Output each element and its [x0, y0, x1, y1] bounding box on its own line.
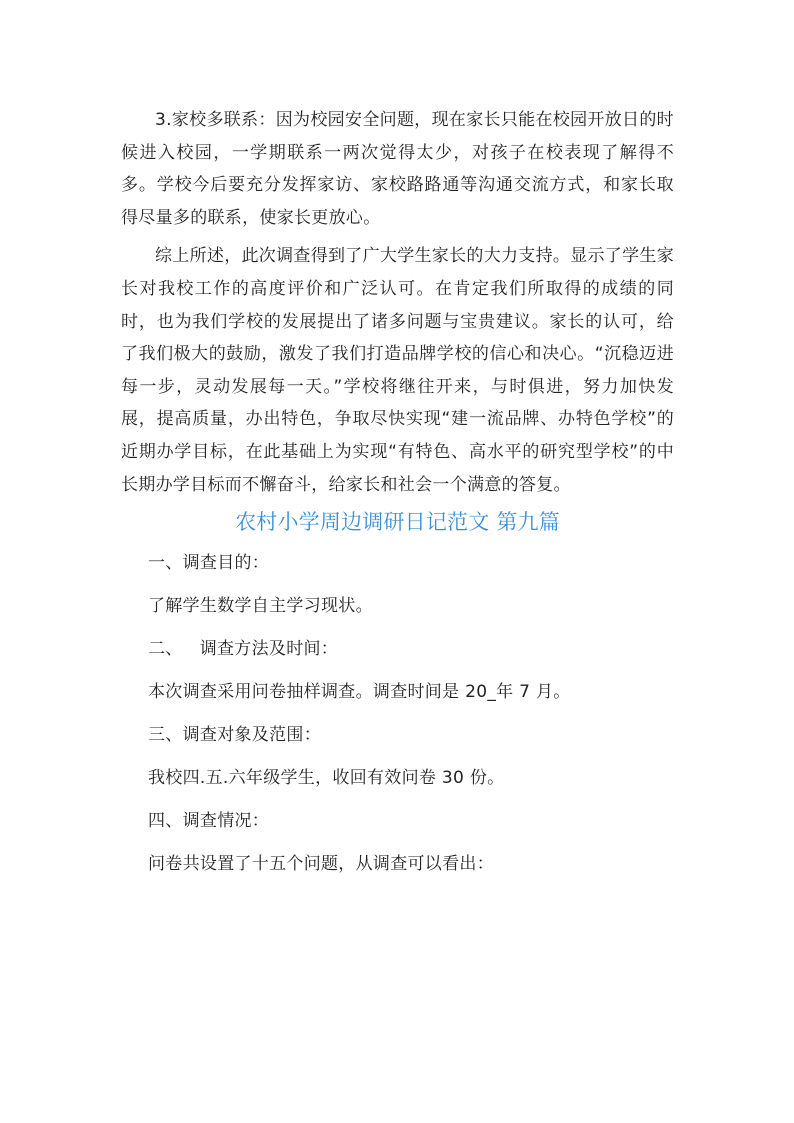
section-title: 农村小学周边调研日记范文 第九篇	[235, 510, 560, 535]
document-body	[121, 104, 674, 891]
text-survey-method: 本次调查采用问卷抽样调查。调查时间是 20_年 7 月。	[148, 682, 571, 703]
heading-survey-situation: 四、调查情况：	[148, 811, 270, 832]
heading-survey-purpose: 一、调查目的：	[148, 553, 270, 574]
paragraph-home-school-contact: 3.家校多联系：因为校园安全问题，现在家长只能在校园开放日的时候进入校园，一学期联系一两次觉得太少，对孩子在校表现了解得不多。学校今后要充分发挥家访、家校路路通等沟通交流方式，和家长取得尽量多的联系，使家长更放心。	[121, 110, 674, 228]
heading-survey-method: 二、 调查方法及时间：	[148, 639, 339, 660]
heading-survey-scope: 三、调查对象及范围：	[148, 725, 321, 746]
text-survey-purpose: 了解学生数学自主学习现状。	[148, 596, 373, 617]
text-survey-scope: 我校四.五.六年级学生，收回有效问卷 30 份。	[148, 768, 505, 789]
paragraph-summary: 综上所述，此次调查得到了广大学生家长的大力支持。显示了学生家长对我校工作的高度评价和广泛认可。在肯定我们所取得的成绩的同时，也为我们学校的发展提出了诸多问题与宝贵建议。家长的认可，给了我们极大的鼓励，激发了我们打造品牌学校的信心和决心。“沉稳迈进每一步，灵动发展每一天。”学校将继往开来，与时俱进，努力加快发展，提高质量，办出特色，争取尽快实现“建一流品牌、办特色学校”的近期办学目标，在此基础上为实现“有特色、高水平的研究型学校”的中长期办学目标而不懈奋斗，给家长和社会一个满意的答复。	[121, 246, 674, 495]
text-survey-situation: 问卷共设置了十五个问题，从调查可以看出：	[148, 854, 494, 875]
